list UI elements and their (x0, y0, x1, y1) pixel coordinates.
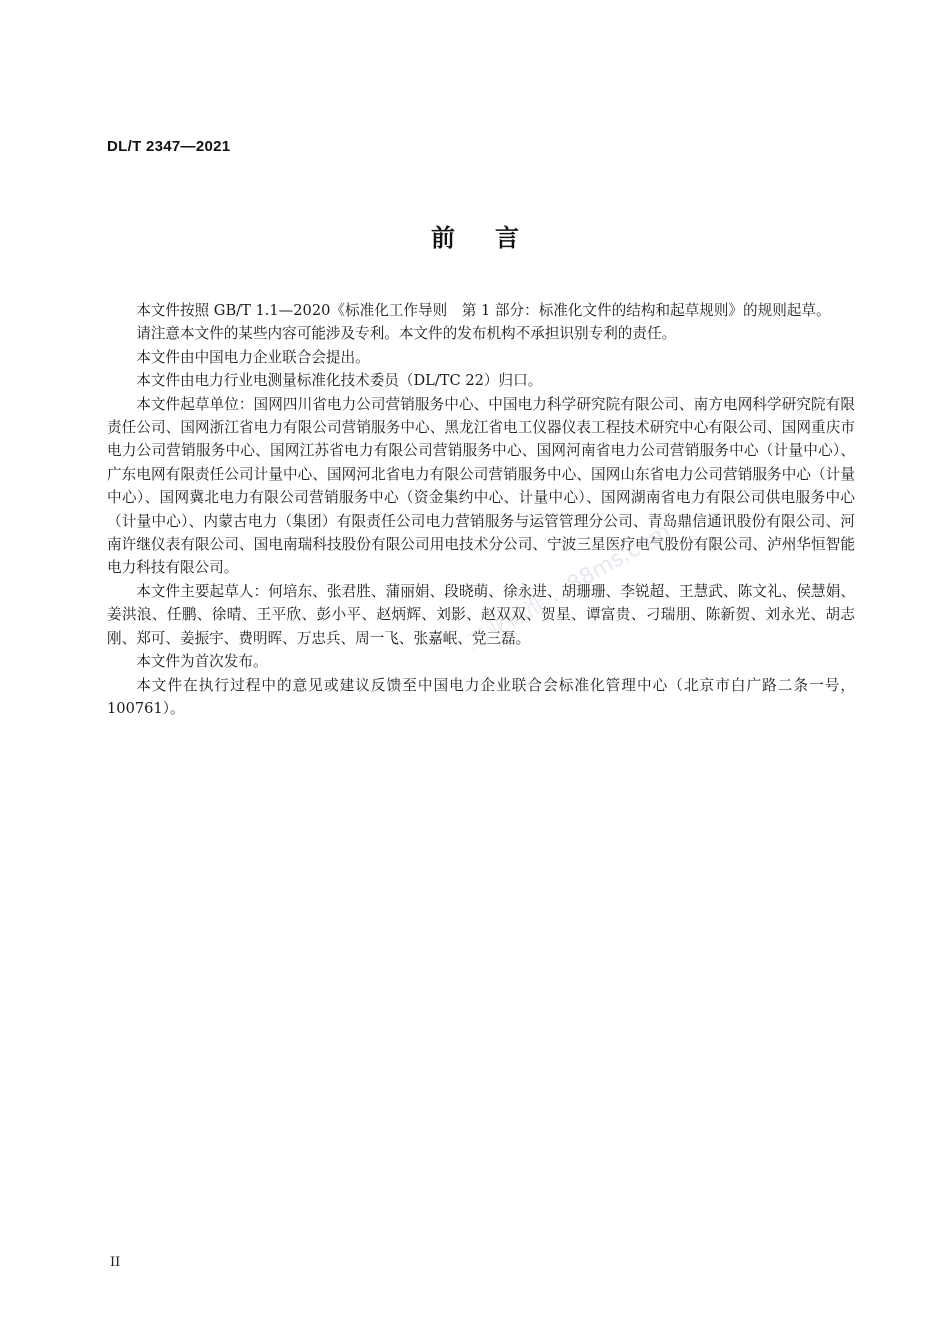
document-code-header: DL/T 2347—2021 (107, 138, 231, 155)
paragraph-main-drafters: 本文件主要起草人：何培东、张君胜、蒲丽娟、段晓萌、徐永进、胡珊珊、李锐超、王慧武、陈文礼、侯慧娟、姜洪浪、任鹏、徐晴、王平欣、彭小平、赵炳辉、刘影、赵双双、贺星、谭富贵、刁瑞朋、陈新贺、刘永光、胡志刚、郑可、姜振宇、费明晖、万忠兵、周一飞、张嘉岷、党三磊。 (107, 582, 855, 647)
paragraph-drafting-units: 本文件起草单位：国网四川省电力公司营销服务中心、中国电力科学研究院有限公司、南方电网科学研究院有限责任公司、国网浙江省电力有限公司营销服务中心、黑龙江省电工仪器仪表工程技术研究中心有限公司、国网重庆市电力公司营销服务中心、国网江苏省电力有限公司营销服务中心、国网河南省电力公司营销服务中心（计量中心）、广东电网有限责任公司计量中心、国网河北省电力有限公司营销服务中心、国网山东省电力公司营销服务中心（计量中心）、国网冀北电力有限公司营销服务中心（资金集约中心、计量中心）、国网湖南省电力有限公司供电服务中心（计量中心）、内蒙古电力（集团）有限责任公司电力营销服务与运管管理分公司、青岛鼎信通讯股份有限公司、河南许继仪表有限公司、国电南瑞科技股份有限公司用电技术分公司、宁波三星医疗电气股份有限公司、泸州华恒智能电力科技有限公司。 (107, 395, 855, 577)
paragraph-drafting-rules: 本文件按照 GB/T 1.1—2020《标准化工作导则 第 1 部分：标准化文件的结构和起草规则》的规则起草。 (136, 302, 831, 319)
page-title: 前言 (431, 224, 559, 252)
foreword-body (107, 299, 855, 720)
paragraph-feedback: 本文件在执行过程中的意见或建议反馈至中国电力企业联合会标准化管理中心（北京市白广路二条一号，100761）。 (107, 676, 855, 717)
page-number: II (110, 1255, 121, 1270)
paragraph-technical-committee: 本文件由电力行业电测量标准化技术委员（DL/TC 22）归口。 (136, 372, 543, 390)
paragraph-patent-notice: 请注意本文件的某些内容可能涉及专利。本文件的发布机构不承担识别专利的责任。 (136, 325, 677, 343)
watermark: 工业标准 ...88ms.com (462, 518, 675, 656)
paragraph-first-release: 本文件为首次发布。 (136, 653, 268, 671)
paragraph-proposer: 本文件由中国电力企业联合会提出。 (136, 348, 370, 366)
